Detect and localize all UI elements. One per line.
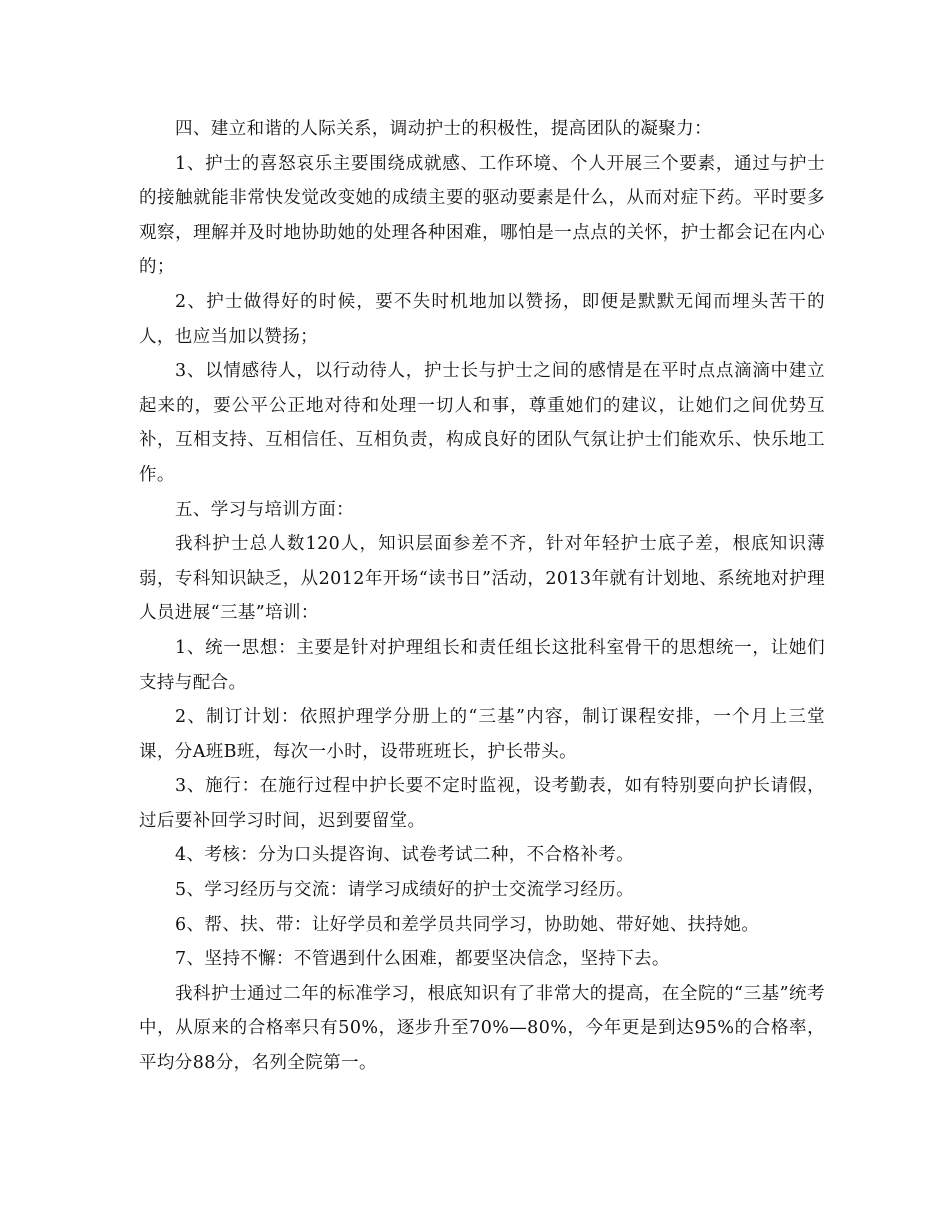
document-body [139, 112, 825, 1081]
paragraph: 3、以情感待人，以行动待人，护士长与护士之间的感情是在平时点点滴滴中建立起来的，要公平公正地对待和处理一切人和事，尊重她们的建议，让她们之间优势互补，互相支持、互相信任、互相负责，构成良好的团队气氛让护士们能欢乐、快乐地工作。 [139, 361, 825, 485]
paragraph: 4、考核：分为口头提咨询、试卷考试二种，不合格补考。 [175, 845, 635, 866]
paragraph: 2、护士做得好的时候，要不失时机地加以赞扬，即便是默默无闻而埋头苦干的人，也应当加以赞扬； [139, 291, 825, 347]
paragraph: 1、统一思想：主要是针对护理组长和责任组长这批科室骨干的思想统一，让她们支持与配合。 [139, 637, 825, 693]
paragraph: 我科护士通过二年的标准学习，根底知识有了非常大的提高，在全院的“三基”统考中，从原来的合格率只有50%，逐步升至70%—80%，今年更是到达95%的合格率，平均分88分，名列全院第一。 [139, 983, 825, 1074]
paragraph: 3、施行：在施行过程中护长要不定时监视，设考勤表，如有特别要向护长请假，过后要补回学习时间，迟到要留堂。 [139, 776, 825, 831]
section-heading-5: 五、学习与培训方面： [175, 499, 354, 520]
paragraph: 6、帮、扶、带：让好学员和差学员共同学习，协助她、带好她、扶持她。 [175, 914, 760, 935]
paragraph: 我科护士总人数120人，知识层面参差不齐，针对年轻护士底子差，根底知识薄弱，专科知识缺乏，从2012年开场“读书日”活动，2013年就有计划地、系统地对护理人员进展“三基”培训： [139, 534, 825, 624]
section-heading-4: 四、建立和谐的人际关系，调动护士的积极性，提高团队的凝聚力： [175, 119, 712, 139]
paragraph: 2、制订计划：依照护理学分册上的“三基”内容，制订课程安排，一个月上三堂课，分A班B班，每次一小时，设带班班长，护长带头。 [139, 707, 825, 762]
paragraph: 5、学习经历与交流：请学习成绩好的护士交流学习经历。 [175, 880, 635, 901]
paragraph: 7、坚持不懈：不管遇到什么困难，都要坚决信念，坚持下去。 [175, 949, 670, 970]
paragraph: 1、护士的喜怒哀乐主要围绕成就感、工作环境、个人开展三个要素，通过与护士的接触就能非常快发觉改变她的成绩主要的驱动要素是什么，从而对症下药。平时要多观察，理解并及时地协助她的处理各种困难，哪怕是一点点的关怀，护士都会记在内心的； [139, 153, 825, 278]
